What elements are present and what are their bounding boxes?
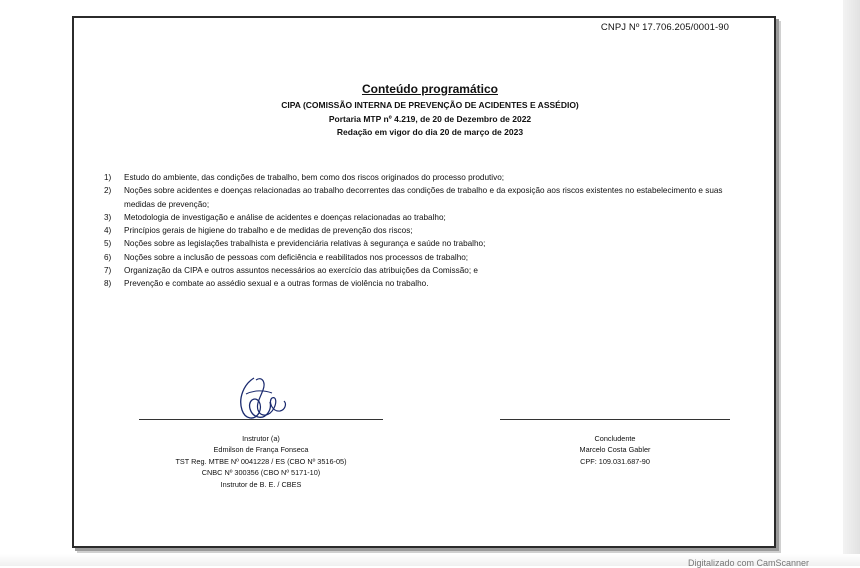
list-item (104, 237, 754, 250)
list-item (104, 171, 754, 184)
list-item (104, 264, 754, 277)
graduate-name: Marcelo Costa Gabler (579, 445, 651, 455)
list-item-number: 7) (104, 266, 112, 276)
list-item-text: Estudo do ambiente, das condições de trabalho, bem como dos riscos originados do processo produtivo; (124, 173, 505, 182)
cnpj-header: CNPJ Nº 17.706.205/0001-90 (600, 22, 729, 33)
list-item-number: 3) (104, 212, 112, 222)
redacao-line: Redação em vigor do dia 20 de março de 2023 (336, 127, 524, 137)
scanner-watermark: Digitalizado com CamScanner (688, 558, 810, 568)
instructor-name: Edmilson de França Fonseca (213, 445, 309, 455)
instructor-cnbc: CNBC Nº 300356 (CBO Nº 5171-10) (201, 468, 321, 478)
list-item-text: Noções sobre acidentes e doenças relacionadas ao trabalho decorrentes das condições de trabalho e da exposição aos riscos existentes no estabelecimento e suas medidas de prevenção; (124, 186, 723, 209)
list-item (104, 251, 754, 264)
list-item-text: Princípios gerais de higiene do trabalho e de medidas de prevenção dos riscos; (124, 226, 413, 236)
list-item-text: Noções sobre a inclusão de pessoas com deficiência e reabilitados nos processos de trabalho; (124, 252, 469, 262)
instructor-title: Instrutor de B. E. / CBES (220, 479, 302, 489)
list-item-text: Metodologia de investigação e análise de acidentes e doenças relacionadas ao trabalho; (124, 212, 446, 222)
graduate-block (500, 433, 730, 467)
list-item-text: Organização da CIPA e outros assuntos necessários ao exercício das atribuições da Comissão; e (124, 266, 478, 276)
instructor-registration: TST Reg. MTBE Nº 0041228 / ES (CBO Nº 3516-05) (175, 456, 347, 466)
list-item-number: 8) (104, 279, 112, 289)
list-item-number: 5) (104, 239, 112, 249)
topics-list (104, 171, 754, 291)
graduate-signature-line (500, 419, 730, 420)
document-title: Conteúdo programático (361, 82, 498, 96)
list-item-number: 4) (104, 226, 112, 236)
instructor-block (139, 433, 383, 490)
graduate-cpf: CPF: 109.031.687-90 (580, 456, 650, 466)
list-item (104, 211, 754, 224)
portaria-line: Portaria MTP nº 4.219, de 20 de Dezembro de 2022 (328, 114, 532, 124)
graduate-role: Concludente (594, 434, 636, 443)
list-item (104, 184, 754, 211)
list-item-number: 2) (104, 186, 112, 196)
list-item-number: 1) (104, 173, 112, 182)
instructor-role: Instrutor (a) (242, 434, 280, 443)
instructor-signature-line (139, 419, 383, 420)
list-item-text: Noções sobre as legislações trabalhista e previdenciária relativas à segurança e saúde no trabalho; (124, 239, 486, 249)
list-item (104, 224, 754, 237)
list-item-number: 6) (104, 252, 112, 262)
list-item (104, 277, 754, 290)
list-item-text: Prevenção e combate ao assédio sexual e a outras formas de violência no trabalho. (124, 279, 429, 289)
course-name: CIPA (COMISSÃO INTERNA DE PREVENÇÃO DE ACIDENTES E ASSÉDIO) (281, 100, 579, 110)
